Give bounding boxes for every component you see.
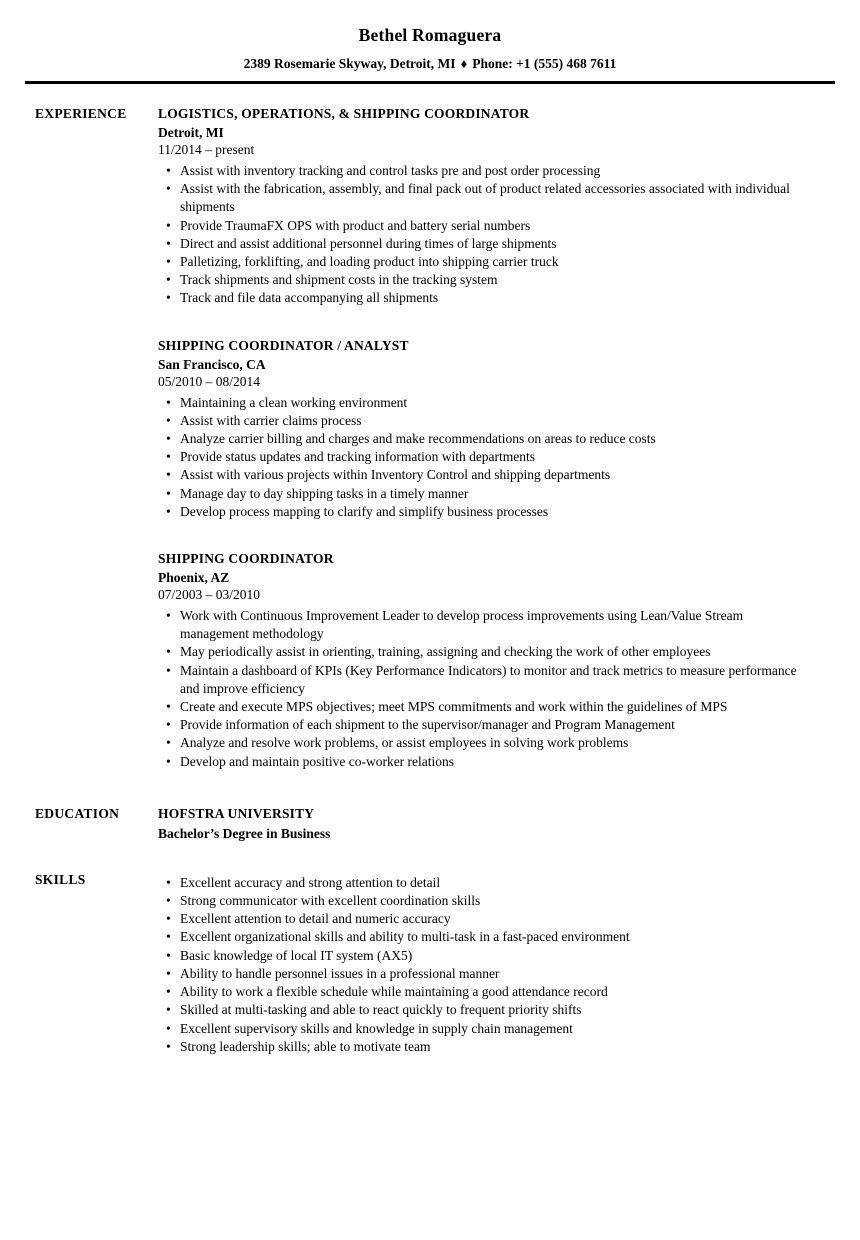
job-entry [158,104,805,308]
diamond-separator-icon: ♦ [460,56,468,71]
job-title: SHIPPING COORDINATOR [158,551,334,567]
bullet-item: • Provide status updates and tracking information with departments [158,448,805,466]
bullet-item: • Skilled at multi-tasking and able to react quickly to frequent priority shifts [158,1001,805,1019]
bullet-item: • Analyze carrier billing and charges and make recommendations on areas to reduce costs [158,430,805,448]
bullet-item: • Ability to handle personnel issues in a professional manner [158,965,805,983]
contact-address: 2389 Rosemarie Skyway, Detroit, MI [243,56,456,71]
bullet-item: • Assist with carrier claims process [158,412,805,430]
job-dates: 07/2003 – 03/2010 [158,587,261,603]
bullet-item: • Maintaining a clean working environment [158,394,805,412]
person-name: Bethel Romaguera [358,25,502,45]
skills-content [158,870,805,1056]
job-location: Phoenix, AZ [158,570,230,586]
job-entry [158,549,805,771]
contact-phone: Phone: +1 (555) 468 7611 [472,56,617,71]
bullet-item: • Provide information of each shipment to the supervisor/manager and Program Management [158,716,805,734]
school-name: HOFSTRA UNIVERSITY [158,805,315,821]
bullet-item: • Track and file data accompanying all shipments [158,289,805,307]
experience-section [35,104,805,771]
bullet-item: • Excellent accuracy and strong attention to detail [158,874,805,892]
job-location: San Francisco, CA [158,356,266,372]
resume-header [0,0,860,84]
bullet-item: • Strong communicator with excellent coordination skills [158,892,805,910]
job-dates: 11/2014 – present [158,142,255,157]
job-bullets [158,162,805,308]
resume-body [35,104,805,1056]
bullet-item: • Provide TraumaFX OPS with product and battery serial numbers [158,217,805,235]
job-bullets [158,607,805,771]
bullet-item: • Ability to work a flexible schedule while maintaining a good attendance record [158,983,805,1001]
bullet-item: • Create and execute MPS objectives; meet MPS commitments and work within the guidelines of MPS [158,698,805,716]
education-content [158,804,805,843]
bullet-item: • Assist with inventory tracking and control tasks pre and post order processing [158,162,805,180]
experience-jobs [158,104,805,771]
bullet-item: • Assist with the fabrication, assembly, and final pack out of product related accessories associated with individual shipments [158,180,805,216]
job-dates: 05/2010 – 08/2014 [158,373,261,389]
header-divider [25,81,835,84]
bullet-item: • Develop process mapping to clarify and simplify business processes [158,503,805,521]
education-section-label: EDUCATION [35,805,120,821]
job-title: SHIPPING COORDINATOR / ANALYST [158,337,409,353]
bullet-item: • Analyze and resolve work problems, or assist employees in solving work problems [158,734,805,752]
contact-line [0,56,860,72]
bullet-item: • Track shipments and shipment costs in the tracking system [158,271,805,289]
bullet-item: • Excellent supervisory skills and knowledge in supply chain management [158,1020,805,1038]
bullet-item: • Maintain a dashboard of KPIs (Key Performance Indicators) to monitor and track metrics to measure performance and improve efficiency [158,662,805,698]
bullet-item: • Manage day to day shipping tasks in a timely manner [158,485,805,503]
bullet-item: • Work with Continuous Improvement Leader to develop process improvements using Lean/Value Stream management methodology [158,607,805,643]
job-title: LOGISTICS, OPERATIONS, & SHIPPING COORDINATOR [158,106,530,121]
bullet-item: • Excellent organizational skills and ability to multi-task in a fast-paced environment [158,928,805,946]
job-bullets [158,394,805,521]
bullet-item: • Direct and assist additional personnel during times of large shipments [158,235,805,253]
skills-section [35,870,805,1056]
experience-section-label: EXPERIENCE [35,106,127,121]
job-entry [158,336,805,521]
bullet-item: • Strong leadership skills; able to motivate team [158,1038,805,1056]
degree-name: Bachelor’s Degree in Business [158,825,331,841]
job-location: Detroit, MI [158,125,224,140]
bullet-item: • Assist with various projects within Inventory Control and shipping departments [158,466,805,484]
bullet-item: • Excellent attention to detail and numeric accuracy [158,910,805,928]
bullet-item: • May periodically assist in orienting, training, assigning and checking the work of other employees [158,643,805,661]
bullet-item: • Develop and maintain positive co-worker relations [158,753,805,771]
skills-section-label: SKILLS [35,871,86,887]
bullet-item: • Basic knowledge of local IT system (AX5) [158,947,805,965]
bullet-item: • Palletizing, forklifting, and loading product into shipping carrier truck [158,253,805,271]
skills-list [158,874,805,1056]
education-section [35,804,805,843]
